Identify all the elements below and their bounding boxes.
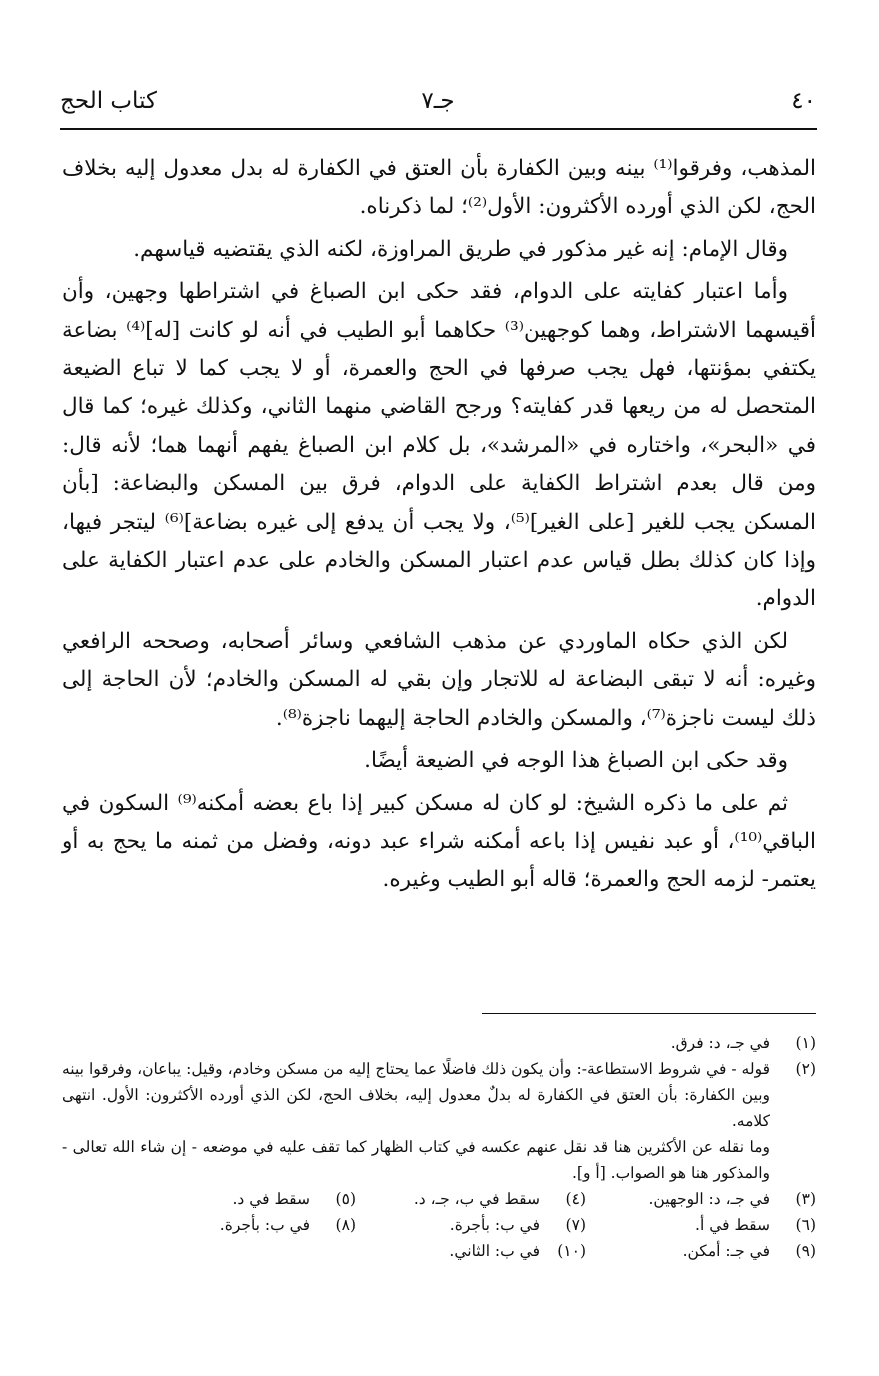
footnote-number: (٢) xyxy=(795,1060,816,1078)
footnote-number: (٩) xyxy=(795,1242,816,1260)
footnote xyxy=(356,1212,586,1238)
footnote xyxy=(356,1186,586,1212)
paragraph: وأما اعتبار كفايته على الدوام، فقد حكى ابن الصباغ في اشتراطها وجهين، وأن أقيسهما الاشتراط، وهما كوجهين⁽³⁾ حكاهما أبو الطيب في أنه لو كانت [له]⁽⁴⁾ بضاعة يكتفي بمؤنتها، فهل يجب صرفها في الحج والعمرة، أو لا يجب كما لا تباع الضيعة المتحصل له من ريعها قدر كفايته؟ ورجح القاضي منهما الثاني، وكذلك غيره؛ كما قال في «البحر»، واختاره في «المرشد»، بل كلام ابن الصباغ يفهم أنهما هما؛ لأنه قال: ومن قال بعدم اشتراط الكفاية على الدوام، فرق بين المسكن والبضاعة: [بأن المسكن يجب للغير [على الغير]⁽⁵⁾، ولا يجب أن يدفع إلى غيره بضاعة]⁽⁶⁾ ليتجر فيها، وإذا كان كذلك بطل قياس عدم اعتبار المسكن والخادم على عدم اعتبار الكفاية على الدوام. xyxy=(62,279,816,612)
footnote xyxy=(126,1186,356,1212)
footnotes xyxy=(62,1030,816,1264)
footnote-row xyxy=(62,1212,816,1238)
footnote-number: (١٠) xyxy=(557,1242,586,1260)
footnote xyxy=(356,1238,586,1264)
paragraph: وقد حكى ابن الصباغ هذا الوجه في الضيعة أيضًا. xyxy=(364,748,788,774)
footnote-row xyxy=(62,1186,816,1212)
footnote xyxy=(586,1212,816,1238)
footnote xyxy=(62,1056,816,1186)
footnote-number: (٤) xyxy=(565,1190,586,1208)
main-text xyxy=(62,150,816,904)
footnote-text: في جـ، د: فرق. xyxy=(670,1034,770,1052)
footnote-text: في جـ، د: الوجهين. xyxy=(648,1190,770,1208)
footnote xyxy=(586,1186,816,1212)
footnote-number: (٥) xyxy=(335,1190,356,1208)
footnote-text: في ب: بأجرة. xyxy=(219,1216,310,1234)
page-number: ٤٠ xyxy=(791,88,816,114)
footnote-text xyxy=(62,1056,770,1186)
footnote-row xyxy=(62,1238,816,1264)
footnote-line: وما نقله عن الأكثرين هنا قد نقل عنهم عكسه في كتاب الظهار كما تقف عليه في موضعه - إن شاء الله تعالى - والمذكور هنا هو الصواب. [أ و]. xyxy=(62,1138,770,1182)
footnote-number: (٨) xyxy=(335,1216,356,1234)
footnote-number: (٣) xyxy=(795,1190,816,1208)
header-rule xyxy=(60,128,817,130)
footnote-number: (١) xyxy=(795,1034,816,1052)
book-title: كتاب الحج xyxy=(60,88,157,114)
volume-label: جـ٧ xyxy=(421,88,455,114)
footnote-text: في ب: الثاني. xyxy=(449,1242,540,1260)
footnote xyxy=(62,1030,816,1056)
paragraph: ثم على ما ذكره الشيخ: لو كان له مسكن كبير إذا باع بعضه أمكنه⁽⁹⁾ السكون في الباقي⁽¹⁰⁾، أو عبد نفيس إذا باعه أمكنه شراء عبد دونه، وفضل من ثمنه ما يحج به أو يعتمر- لزمه الحج والعمرة؛ قاله أبو الطيب وغيره. xyxy=(62,790,816,893)
footnote xyxy=(586,1238,816,1264)
footnote xyxy=(126,1212,356,1238)
paragraph: وقال الإمام: إنه غير مذكور في طريق المراوزة، لكنه الذي يقتضيه قياسهم. xyxy=(133,236,788,262)
paragraph: المذهب، وفرقوا⁽¹⁾ بينه وبين الكفارة بأن العتق في الكفارة له بدل معدول إليه بخلاف الحج، لكن الذي أورده الأكثرون: الأول⁽²⁾؛ لما ذكرناه. xyxy=(62,156,816,220)
footnote-text: في ب: بأجرة. xyxy=(449,1216,540,1234)
footnote-text: سقط في ب، جـ، د. xyxy=(413,1190,540,1208)
footnote-text: في جـ: أمكن. xyxy=(682,1242,770,1260)
footnote-number: (٦) xyxy=(795,1216,816,1234)
footnote-text: سقط في أ. xyxy=(695,1216,770,1234)
footnote-number: (٧) xyxy=(565,1216,586,1234)
footnote-separator xyxy=(482,1013,816,1014)
footnote-text: سقط في د. xyxy=(232,1190,310,1208)
running-header xyxy=(60,88,816,124)
footnote-line: قوله - في شروط الاستطاعة-: وأن يكون ذلك فاضلًا عما يحتاج إليه من مسكن وخادم، وقيل: يباعان، وفرقوا بينه وبين الكفارة: بأن العتق في الكفارة له بدلٌ معدول إليه، بخلاف الحج، لكن الذي أورده الأكثرون: الأول. انتهى كلامه. xyxy=(62,1060,770,1130)
paragraph: لكن الذي حكاه الماوردي عن مذهب الشافعي وسائر أصحابه، وصححه الرافعي وغيره: أنه لا تبقى البضاعة له للاتجار وإن بقي له المسكن والخادم؛ لأن الحاجة إلى ذلك ليست ناجزة⁽⁷⁾، والمسكن والخادم الحاجة إليهما ناجزة⁽⁸⁾. xyxy=(62,628,816,731)
